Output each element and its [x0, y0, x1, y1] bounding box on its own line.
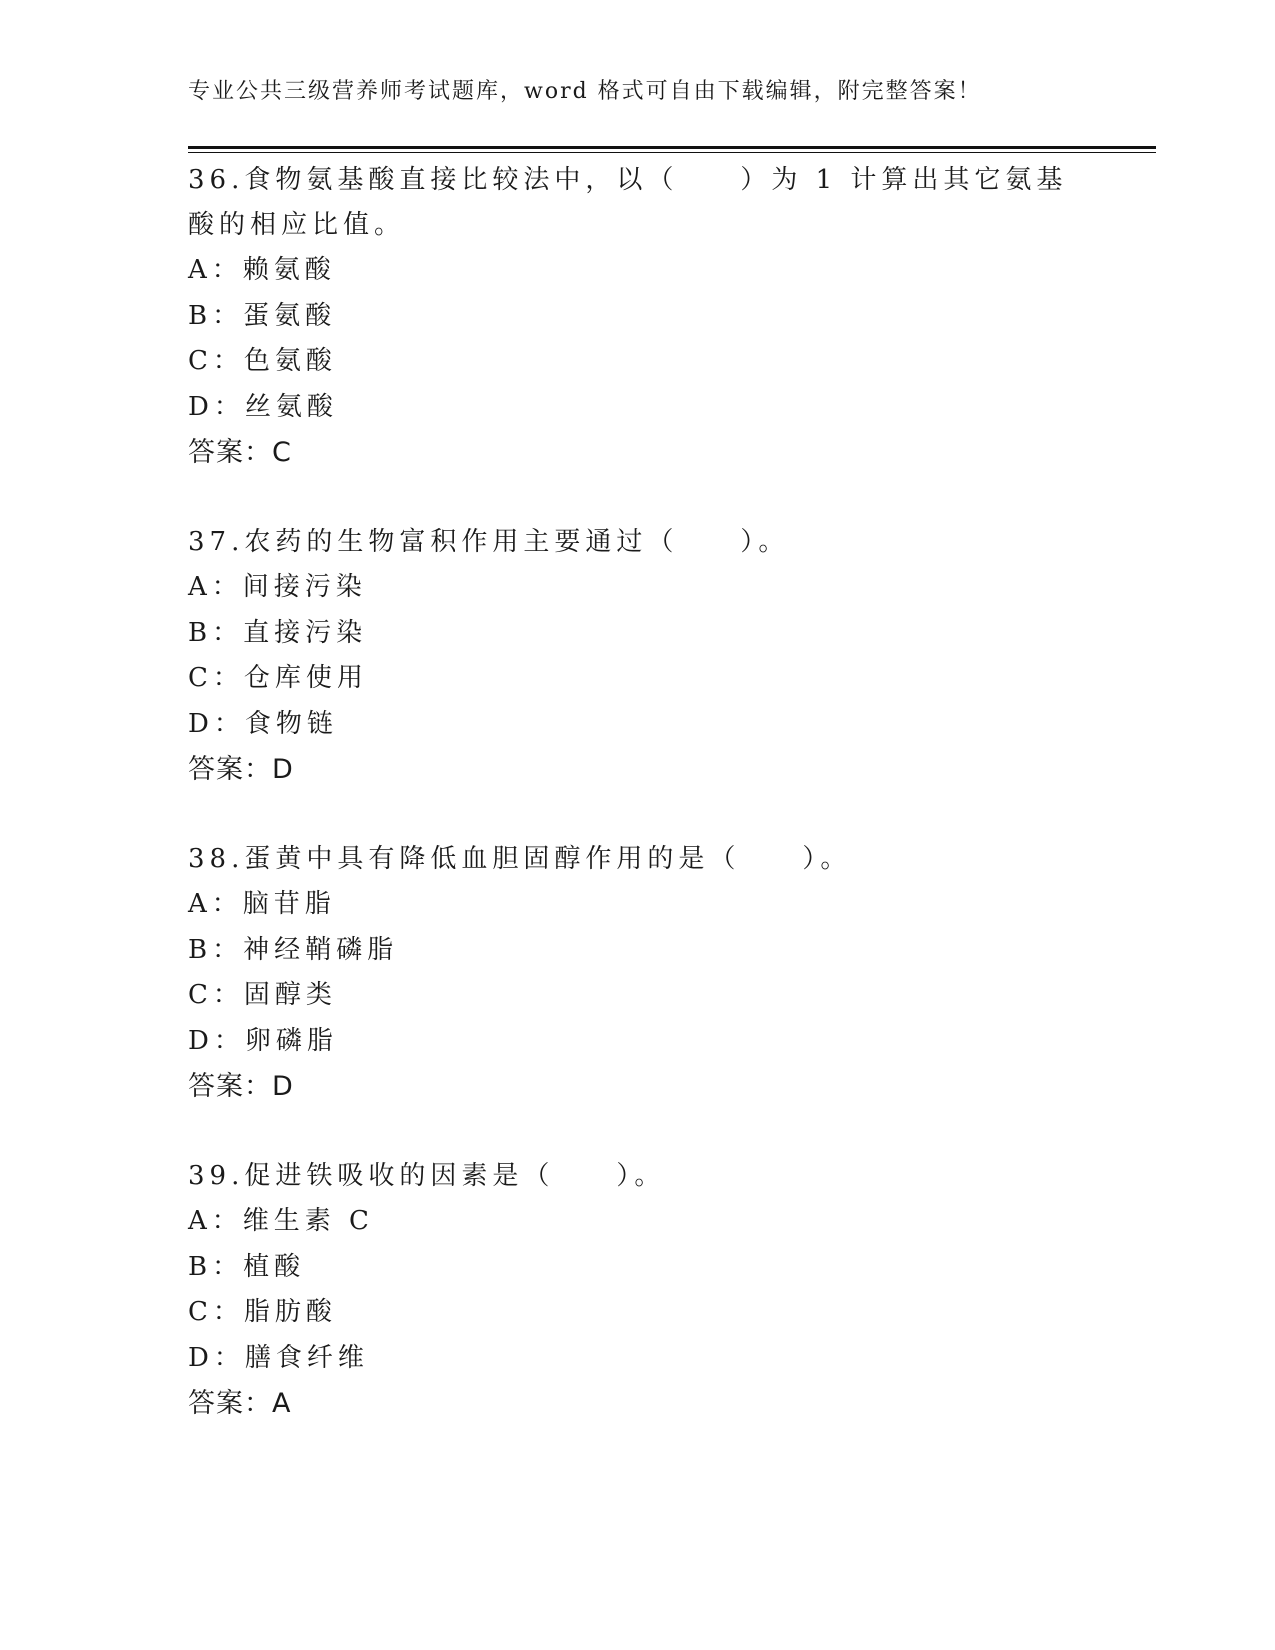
option-d: D：食物链 — [188, 708, 338, 739]
question-stem: 38.蛋黄中具有降低血胆固醇作用的是（ ）。 — [188, 844, 852, 874]
question-37 — [188, 520, 1088, 792]
answer-line: 答案：A — [188, 1388, 292, 1419]
option-c: C：固醇类 — [188, 980, 337, 1010]
option-d: D：丝氨酸 — [188, 391, 338, 422]
option-b: B：植酸 — [188, 1251, 306, 1282]
header-rule-thick — [188, 146, 1156, 149]
answer-line: 答案：C — [188, 437, 292, 468]
option-c: C：仓库使用 — [188, 663, 368, 693]
header-rule-thin — [188, 152, 1156, 153]
option-d: D：膳食纤维 — [188, 1342, 369, 1373]
answer-line: 答案：D — [188, 1071, 294, 1102]
option-a: A：维生素 C — [188, 1206, 374, 1236]
option-b: B：直接污染 — [188, 617, 368, 648]
question-stem: 36.食物氨基酸直接比较法中，以（ ）为 1 计算出其它氨基酸的相应比值。 — [188, 165, 1068, 240]
page-header: 专业公共三级营养师考试题库，word 格式可自由下载编辑，附完整答案！ — [188, 79, 982, 104]
option-a: A：赖氨酸 — [188, 255, 336, 285]
option-d: D：卵磷脂 — [188, 1025, 338, 1056]
answer-line: 答案：D — [188, 754, 294, 785]
question-39 — [188, 1154, 1088, 1426]
option-b: B：蛋氨酸 — [188, 300, 337, 331]
question-stem: 37.农药的生物富积作用主要通过（ ）。 — [188, 527, 790, 557]
option-b: B：神经鞘磷脂 — [188, 934, 399, 965]
option-a: A：脑苷脂 — [188, 889, 336, 919]
question-36 — [188, 158, 1088, 475]
option-a: A：间接污染 — [188, 572, 367, 602]
question-stem: 39.促进铁吸收的因素是（ ）。 — [188, 1161, 666, 1191]
option-c: C：色氨酸 — [188, 346, 337, 376]
option-c: C：脂肪酸 — [188, 1297, 337, 1327]
question-list — [188, 158, 1088, 1471]
question-38 — [188, 837, 1088, 1109]
